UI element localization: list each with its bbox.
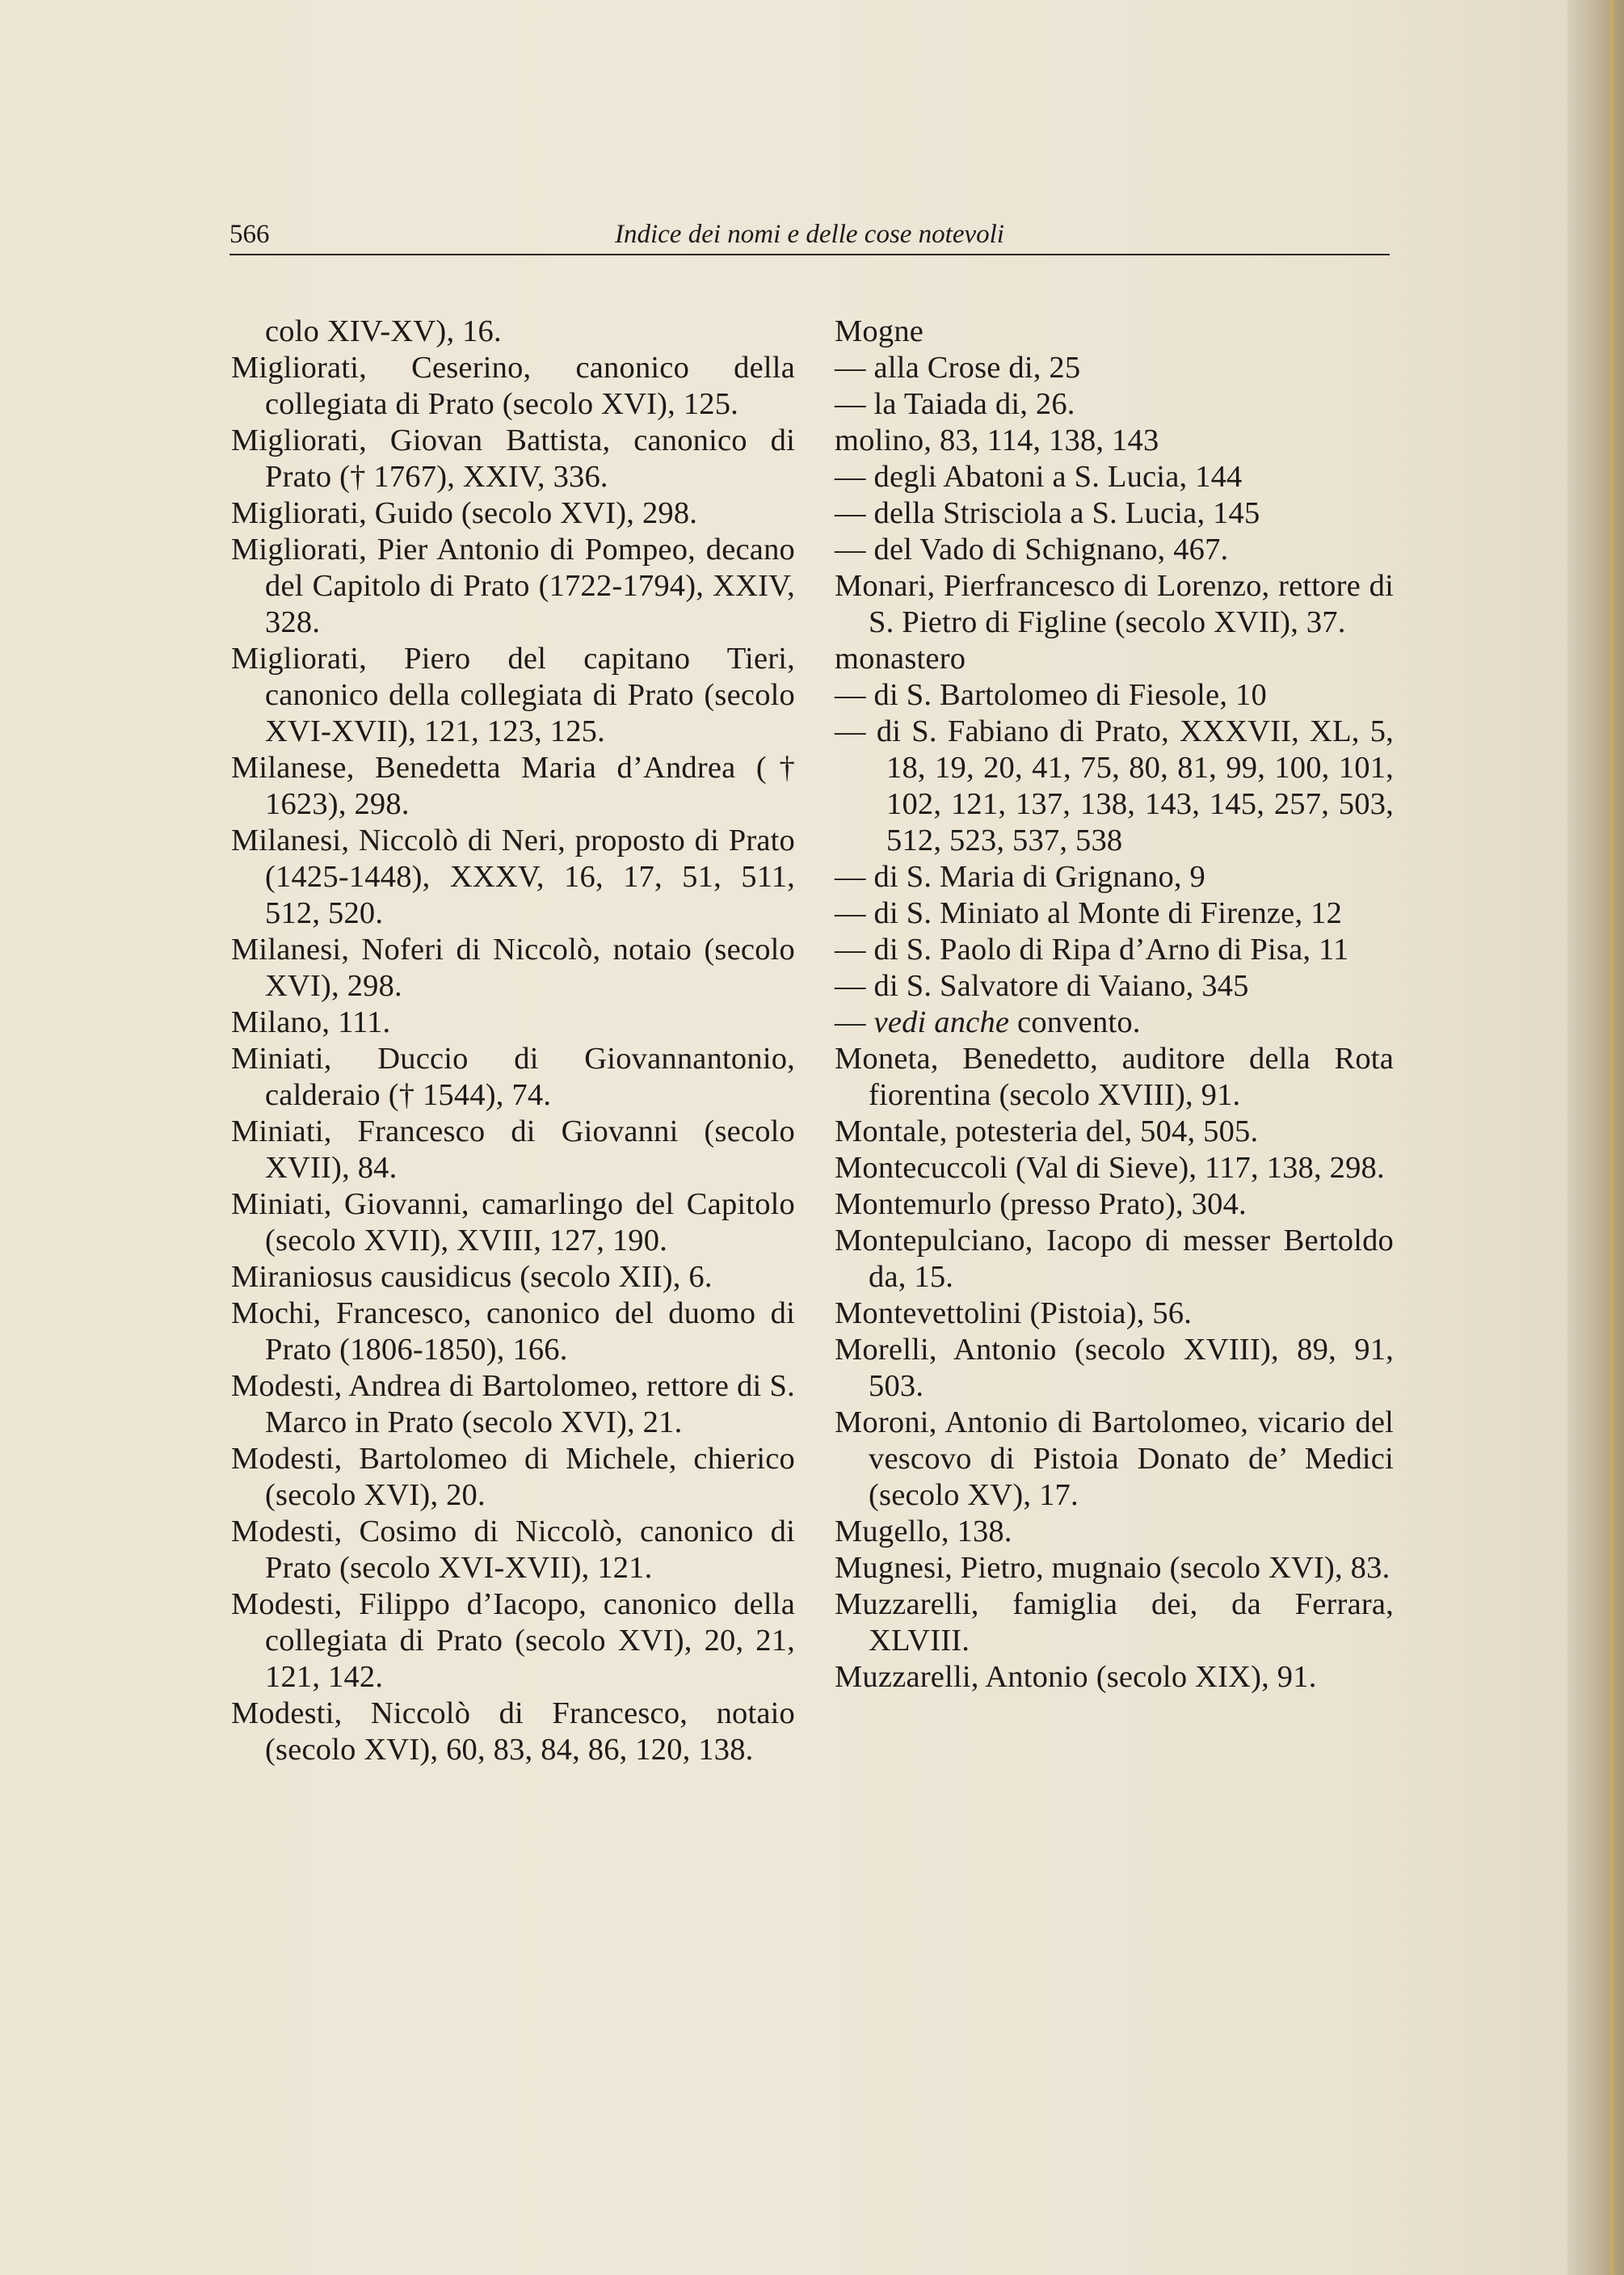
index-heading-molino: molino, 83, 114, 138, 143 xyxy=(835,423,1159,457)
index-subentry: — la Taiada di, 26. xyxy=(835,386,1394,423)
index-subentry: — di S. Paolo di Ripa d’Arno di Pisa, 11 xyxy=(835,932,1394,968)
index-entry: Milano, 111. xyxy=(231,1005,391,1039)
index-entry: Moroni, Antonio di Bartolomeo, vicario del vescovo di Pistoia Donato de’ Medici (secolo XV), 17. xyxy=(835,1405,1394,1512)
index-entry: Modesti, Filippo d’Iacopo, canonico della collegiata di Prato (secolo XVI), 20, 21, 121, 142. xyxy=(231,1587,795,1694)
index-column-left xyxy=(231,314,795,1768)
index-subentry: — di S. Miniato al Monte di Firenze, 12 xyxy=(835,895,1394,932)
index-column-right xyxy=(835,314,1394,1696)
index-entry: Mugello, 138. xyxy=(835,1515,1012,1548)
page-number: 566 xyxy=(229,220,270,249)
index-entry: Migliorati, Ceserino, canonico della collegiata di Prato (secolo XVI), 125. xyxy=(231,351,795,421)
index-entry: Migliorati, Piero del capitano Tieri, canonico della collegiata di Prato (secolo XVI-XVII), 121, 123, 125. xyxy=(231,642,795,748)
index-subentry: — del Vado di Schignano, 467. xyxy=(835,532,1394,568)
book-gutter-shadow xyxy=(1567,0,1624,2275)
index-subentry: — di S. Fabiano di Prato, XXXVII, XL, 5, 18, 19, 20, 41, 75, 80, 81, 99, 100, 101, 102, 121, 137, 138, 143, 145, 257, 503, 512, 523, 537, 538 xyxy=(835,714,1394,859)
index-entry: Montemurlo (presso Prato), 304. xyxy=(835,1187,1247,1221)
index-entry: Mugnesi, Pietro, mugnaio (secolo XVI), 83. xyxy=(835,1551,1390,1585)
index-subentry-see-also xyxy=(835,1005,1394,1041)
index-entry: Muzzarelli, famiglia dei, da Ferrara, XLVIII. xyxy=(835,1587,1394,1658)
index-entry: Modesti, Niccolò di Francesco, notaio (secolo XVI), 60, 83, 84, 86, 120, 138. xyxy=(231,1696,795,1767)
index-subentry: — della Strisciola a S. Lucia, 145 xyxy=(835,495,1394,532)
index-subentry: — di S. Salvatore di Vaiano, 345 xyxy=(835,968,1394,1005)
index-entry: Milanesi, Niccolò di Neri, proposto di Prato (1425-1448), XXXV, 16, 17, 51, 511, 512, 520. xyxy=(231,824,795,930)
index-entry: Monari, Pierfrancesco di Lorenzo, rettore di S. Pietro di Figline (secolo XVII), 37. xyxy=(835,569,1394,639)
index-entry: Miraniosus causidicus (secolo XII), 6. xyxy=(231,1260,713,1294)
index-entry: Morelli, Antonio (secolo XVIII), 89, 91, 503. xyxy=(835,1333,1394,1403)
index-subentry: — di S. Bartolomeo di Fiesole, 10 xyxy=(835,677,1394,714)
index-entry: Milanesi, Noferi di Niccolò, notaio (secolo XVI), 298. xyxy=(231,933,795,1003)
index-entry: Migliorati, Guido (secolo XVI), 298. xyxy=(231,496,698,530)
index-entry: Migliorati, Pier Antonio di Pompeo, decano del Capitolo di Prato (1722-1794), XXIV, 328. xyxy=(231,533,795,639)
index-entry: Modesti, Cosimo di Niccolò, canonico di Prato (secolo XVI-XVII), 121. xyxy=(231,1515,795,1585)
index-entry: Moneta, Benedetto, auditore della Rota fiorentina (secolo XVIII), 91. xyxy=(835,1042,1394,1112)
index-entry: Muzzarelli, Antonio (secolo XIX), 91. xyxy=(835,1660,1317,1694)
index-heading-monastero: monastero xyxy=(835,642,966,676)
index-entry: Modesti, Andrea di Bartolomeo, rettore di S. Marco in Prato (secolo XVI), 21. xyxy=(231,1369,795,1439)
index-entry: Montevettolini (Pistoia), 56. xyxy=(835,1296,1193,1330)
index-entry: Mochi, Francesco, canonico del duomo di Prato (1806-1850), 166. xyxy=(231,1296,795,1367)
index-entry: Montecuccoli (Val di Sieve), 117, 138, 298. xyxy=(835,1151,1385,1185)
index-heading-mogne: Mogne xyxy=(835,314,924,348)
index-entry: colo XIV-XV), 16. xyxy=(265,314,502,348)
index-entry: Milanese, Benedetta Maria d’Andrea († 1623), 298. xyxy=(231,751,795,821)
index-subentry: — degli Abatoni a S. Lucia, 144 xyxy=(835,459,1394,495)
index-entry: Montale, potesteria del, 504, 505. xyxy=(835,1114,1259,1148)
index-entry: Montepulciano, Iacopo di messer Bertoldo da, 15. xyxy=(835,1224,1394,1294)
index-entry: Modesti, Bartolomeo di Michele, chierico (secolo XVI), 20. xyxy=(231,1442,795,1512)
index-subentry: — di S. Maria di Grignano, 9 xyxy=(835,859,1394,895)
index-entry: Miniati, Giovanni, camarlingo del Capitolo (secolo XVII), XVIII, 127, 190. xyxy=(231,1187,795,1258)
see-also-target: convento. xyxy=(1009,1005,1141,1039)
index-entry: Migliorati, Giovan Battista, canonico di Prato († 1767), XXIV, 336. xyxy=(231,423,795,494)
running-header xyxy=(229,217,1390,255)
index-subentry: — alla Crose di, 25 xyxy=(835,350,1394,386)
running-title: Indice dei nomi e delle cose notevoli xyxy=(615,220,1004,249)
index-entry: Miniati, Francesco di Giovanni (secolo XVII), 84. xyxy=(231,1114,795,1185)
index-entry: Miniati, Duccio di Giovannantonio, calderaio († 1544), 74. xyxy=(231,1042,795,1112)
book-spine-edge xyxy=(1609,0,1614,2275)
see-also-label: vedi anche xyxy=(873,1005,1010,1039)
